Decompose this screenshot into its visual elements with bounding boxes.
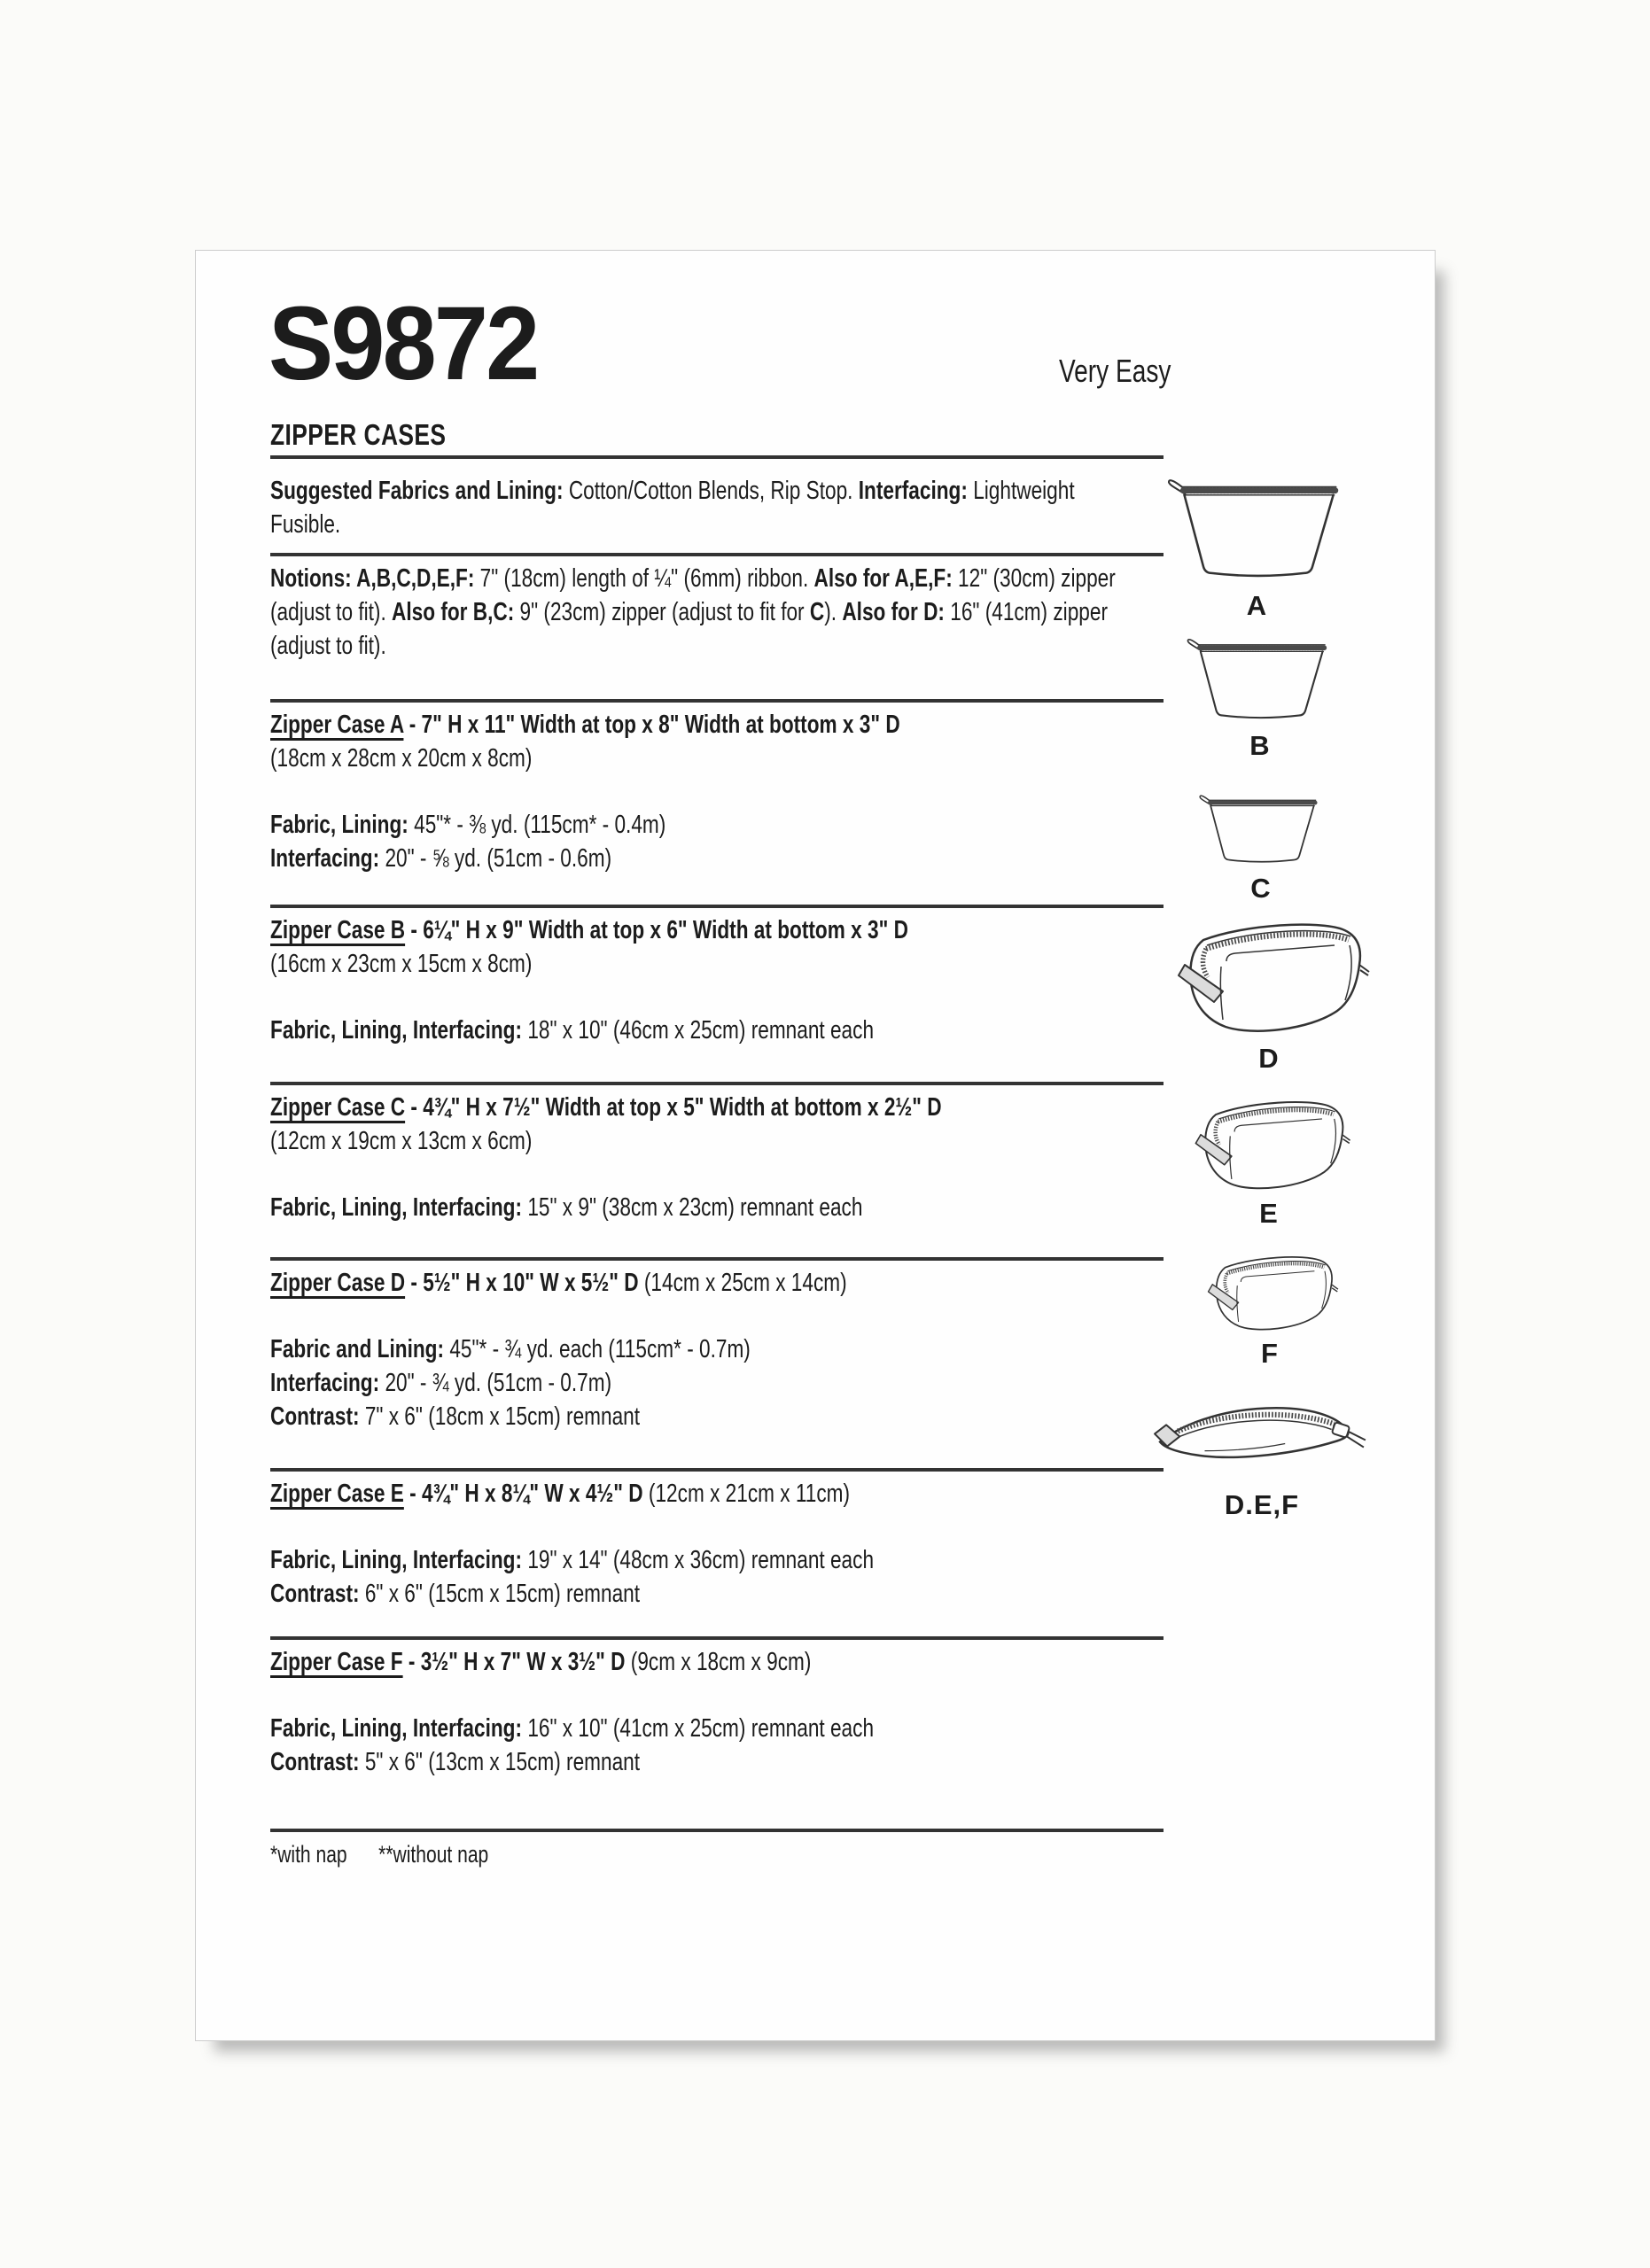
text-run: Suggested Fabrics and Lining: [270,477,564,505]
text-run: (9cm x 18cm x 9cm) [625,1648,812,1676]
text-line [270,1332,1155,1366]
text-line [270,629,1155,663]
difficulty-label: Very Easy [1059,353,1171,389]
text-run: 45"* - ⅜ yd. (115cm* - 0.4m) [408,811,666,839]
text-run: Zipper Case B [270,916,406,944]
text-run: 9" (23cm) zipper (adjust to fit for [514,598,810,626]
text-run: 15" x 9" (38cm x 23cm) remnant each [522,1193,863,1222]
text-run: 16" x 10" (41cm x 25cm) remnant each [522,1714,875,1743]
text-line [270,1645,1155,1679]
text-run: (18cm x 28cm x 20cm x 8cm) [270,744,533,773]
zipper-pouch-drawing [1166,469,1348,588]
text-run: - 4¾" H x 7½" Width at top x 5" Width at bottom x 2½" D [405,1093,942,1122]
text-run: Also for D: [842,598,945,626]
illustration-case-d [1166,917,1372,1075]
text-run: Zipper Case A [270,711,404,739]
box-pouch-drawing [1166,917,1372,1041]
text-run: ). [824,598,843,626]
text-line [270,742,1155,775]
divider-rule [270,1829,1164,1832]
box-pouch-drawing [1186,1096,1352,1196]
text-line [270,1266,1155,1300]
text-run: Interfacing: [270,1369,380,1397]
divider-rule [270,1468,1164,1472]
zipper-pouch-drawing [1186,630,1335,728]
text-line [270,595,1155,629]
line-gap [270,1679,1405,1712]
fig-label: F [1261,1338,1279,1370]
text-line [270,474,1155,508]
text-line [270,1712,1155,1745]
text-run: Zipper Case C [270,1093,406,1122]
text-run: Notions: A,B,C,D,E,F: [270,564,475,593]
text-run: Fabric, Lining, Interfacing: [270,1016,523,1045]
zipper-pouch-drawing [1198,788,1324,871]
text-run: 7" x 6" (18cm x 15cm) remnant [359,1402,641,1431]
text-line [270,1014,1155,1047]
text-run: Also for B,C: [392,598,515,626]
text-line [270,1366,1155,1400]
text-line [270,1543,1155,1577]
text-line [270,913,1155,947]
text-run: Fabric and Lining: [270,1335,445,1363]
text-run: (16cm x 23cm x 15cm x 8cm) [270,950,533,978]
text-run: 7" (18cm) length of ¼" (6mm) ribbon. [474,564,814,593]
fig-label: D.E,F [1224,1488,1300,1520]
divider-rule [270,455,1164,459]
fig-label: D [1258,1043,1280,1074]
text-run: Fabric, Lining: [270,811,409,839]
text-line [270,562,1155,595]
text-run: (14cm x 25cm x 14cm) [638,1269,847,1297]
text-run: Lightweight [967,477,1075,505]
footnote-line [270,1837,1155,1871]
fig-label: E [1259,1198,1279,1230]
illustration-case-c [1198,788,1324,905]
fig-label: C [1250,872,1272,904]
text-run: Contrast: [270,1402,360,1431]
fig-label: B [1249,729,1271,761]
text-line [270,1745,1155,1779]
section-case-f [270,1636,1405,1779]
divider-rule [270,1636,1164,1640]
illustration-case-b [1186,630,1335,762]
text-run: Fusible. [270,510,341,539]
text-run: Also for A,E,F: [813,564,953,593]
divider-rule [270,905,1164,908]
illustration-cases-def-flat [1151,1385,1373,1521]
text-run: Zipper Case E [270,1480,404,1508]
footnote-without-nap: **without nap [378,1841,489,1868]
text-run: Contrast: [270,1580,360,1608]
text-line [270,1124,1155,1158]
text-run: 18" x 10" (46cm x 25cm) remnant each [522,1016,875,1045]
text-line [270,1091,1155,1124]
text-run: 19" x 14" (48cm x 36cm) remnant each [522,1546,875,1574]
divider-rule [270,553,1164,556]
text-line [270,842,1155,875]
text-line [270,1400,1155,1433]
divider-rule [270,1082,1164,1085]
text-line [270,1577,1155,1611]
illustration-case-f [1200,1252,1340,1370]
text-run: 20" - ⅝ yd. (51cm - 0.6m) [379,844,612,873]
text-run: 12" (30cm) zipper [952,564,1116,593]
text-line [270,947,1155,981]
text-run: Contrast: [270,1748,360,1776]
text-run: Fabric, Lining, Interfacing: [270,1193,523,1222]
text-run: Zipper Case F [270,1648,403,1676]
text-run: (12cm x 19cm x 13cm x 6cm) [270,1127,533,1155]
text-line [270,1477,1155,1511]
text-run: - 4¾" H x 8¼" W x 4½" D [403,1480,643,1508]
text-run: Interfacing: [858,477,968,505]
text-run: (adjust to fit). [270,598,393,626]
flat-pouch-drawing [1151,1385,1373,1487]
text-line [270,1191,1155,1224]
text-run: Fabric, Lining, Interfacing: [270,1546,523,1574]
text-run: C [809,598,825,626]
text-run: 6" x 6" (15cm x 15cm) remnant [359,1580,641,1608]
fig-label: A [1246,590,1268,622]
pattern-number: S9872 [269,285,538,402]
text-run: Zipper Case D [270,1269,406,1297]
illustration-case-a [1166,469,1348,622]
divider-rule [270,699,1164,703]
text-run: 20" - ¾ yd. (51cm - 0.7m) [379,1369,612,1397]
text-run: - 3½" H x 7" W x 3½" D [402,1648,626,1676]
footnote-with-nap: *with nap [270,1841,347,1868]
text-run: - 5½" H x 10" W x 5½" D [405,1269,639,1297]
text-run: - 6¼" H x 9" Width at top x 6" Width at bottom x 3" D [405,916,908,944]
footnote [270,1829,1405,1871]
box-pouch-drawing [1200,1252,1340,1336]
text-run: Cotton/Cotton Blends, Rip Stop. [563,477,859,505]
text-line [270,708,1155,742]
text-run: 45"* - ¾ yd. each (115cm* - 0.7m) [444,1335,751,1363]
page-title: ZIPPER CASES [270,418,447,451]
text-run: (adjust to fit). [270,632,386,660]
divider-rule [270,1257,1164,1261]
text-run: 5" x 6" (13cm x 15cm) remnant [359,1748,641,1776]
text-run: Fabric, Lining, Interfacing: [270,1714,523,1743]
text-run: - 7" H x 11" Width at top x 8" Width at bottom x 3" D [403,711,900,739]
text-run: Interfacing: [270,844,380,873]
text-line [270,508,1155,541]
pattern-envelope-back [195,250,1436,2041]
text-line [270,808,1155,842]
text-run: 16" (41cm) zipper [944,598,1108,626]
illustration-case-e [1186,1096,1352,1230]
text-run: (12cm x 21cm x 11cm) [642,1480,851,1508]
